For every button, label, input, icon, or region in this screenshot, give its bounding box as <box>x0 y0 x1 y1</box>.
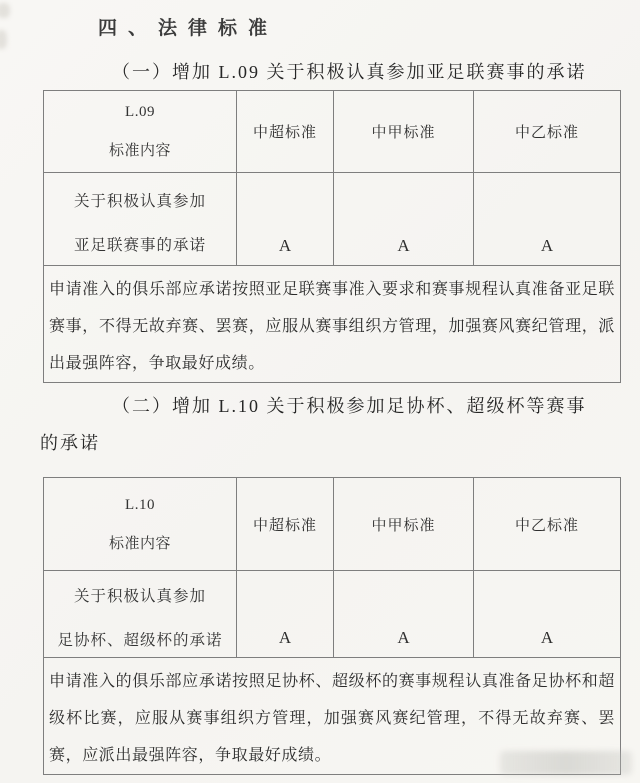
scan-smudge <box>0 3 10 18</box>
standard-note: 申请准入的俱乐部应承诺按照亚足联赛事准入要求和赛事规程认真准备亚足联赛事，不得无故弃赛、罢赛，应服从赛事组织方管理，加强赛风赛纪管理，派出最强阵容，争取最好成绩。 <box>44 266 621 383</box>
grade-league-two: A <box>474 173 621 266</box>
subsection-2-title-line1: （二）增加 L.10 关于积极参加足协杯、超级杯等赛事 <box>112 396 587 416</box>
standard-note: 申请准入的俱乐部应承诺按照足协杯、超级杯的赛事规程认真准备足协杯和超级杯比赛，应服从赛事组织方管理，加强赛风赛纪管理，不得无故弃赛、罢赛，应派出最强阵容，争取最好成绩。 <box>44 658 621 775</box>
standard-table-L10 <box>43 477 621 775</box>
subsection-1-title: （一）增加 L.09 关于积极认真参加亚足联赛事的承诺 <box>112 62 587 82</box>
table-header-row <box>44 478 621 571</box>
standard-content-label: 标准内容 <box>108 143 171 159</box>
column-header-league-two: 中乙标准 <box>474 478 621 571</box>
column-header-csl: 中超标准 <box>237 478 334 571</box>
grade-league-two: A <box>474 571 621 658</box>
grade-csl: A <box>237 173 334 266</box>
standard-name-cell <box>44 173 237 266</box>
standard-name-line2: 足协杯、超级杯的承诺 <box>57 632 223 649</box>
column-header-league-one: 中甲标准 <box>334 478 474 571</box>
table-note-row <box>44 266 621 383</box>
standard-id-cell <box>44 478 237 571</box>
scan-smudge <box>0 30 7 49</box>
standard-id: L.10 <box>125 496 155 513</box>
watermark <box>500 751 632 775</box>
table-standard-row <box>44 571 621 658</box>
column-header-league-two: 中乙标准 <box>474 91 621 173</box>
table-header-row <box>44 91 621 173</box>
standard-name-line2: 亚足联赛事的承诺 <box>73 237 206 254</box>
grade-league-one: A <box>334 571 474 658</box>
column-header-league-one: 中甲标准 <box>334 91 474 173</box>
grade-csl: A <box>237 571 334 658</box>
standard-name-cell <box>44 571 237 658</box>
grade-league-one: A <box>334 173 474 266</box>
column-header-csl: 中超标准 <box>237 91 334 173</box>
standard-id: L.09 <box>125 104 155 120</box>
standard-table-L09 <box>43 90 621 383</box>
standard-id-cell <box>44 91 237 173</box>
table-standard-row <box>44 173 621 266</box>
standard-name-line1: 关于积极认真参加 <box>73 588 206 605</box>
standard-name-line1: 关于积极认真参加 <box>73 193 206 210</box>
section-heading: 四、法律标准 <box>98 18 279 39</box>
standard-content-label: 标准内容 <box>108 535 171 552</box>
subsection-2-title-line2: 的承诺 <box>40 433 100 453</box>
